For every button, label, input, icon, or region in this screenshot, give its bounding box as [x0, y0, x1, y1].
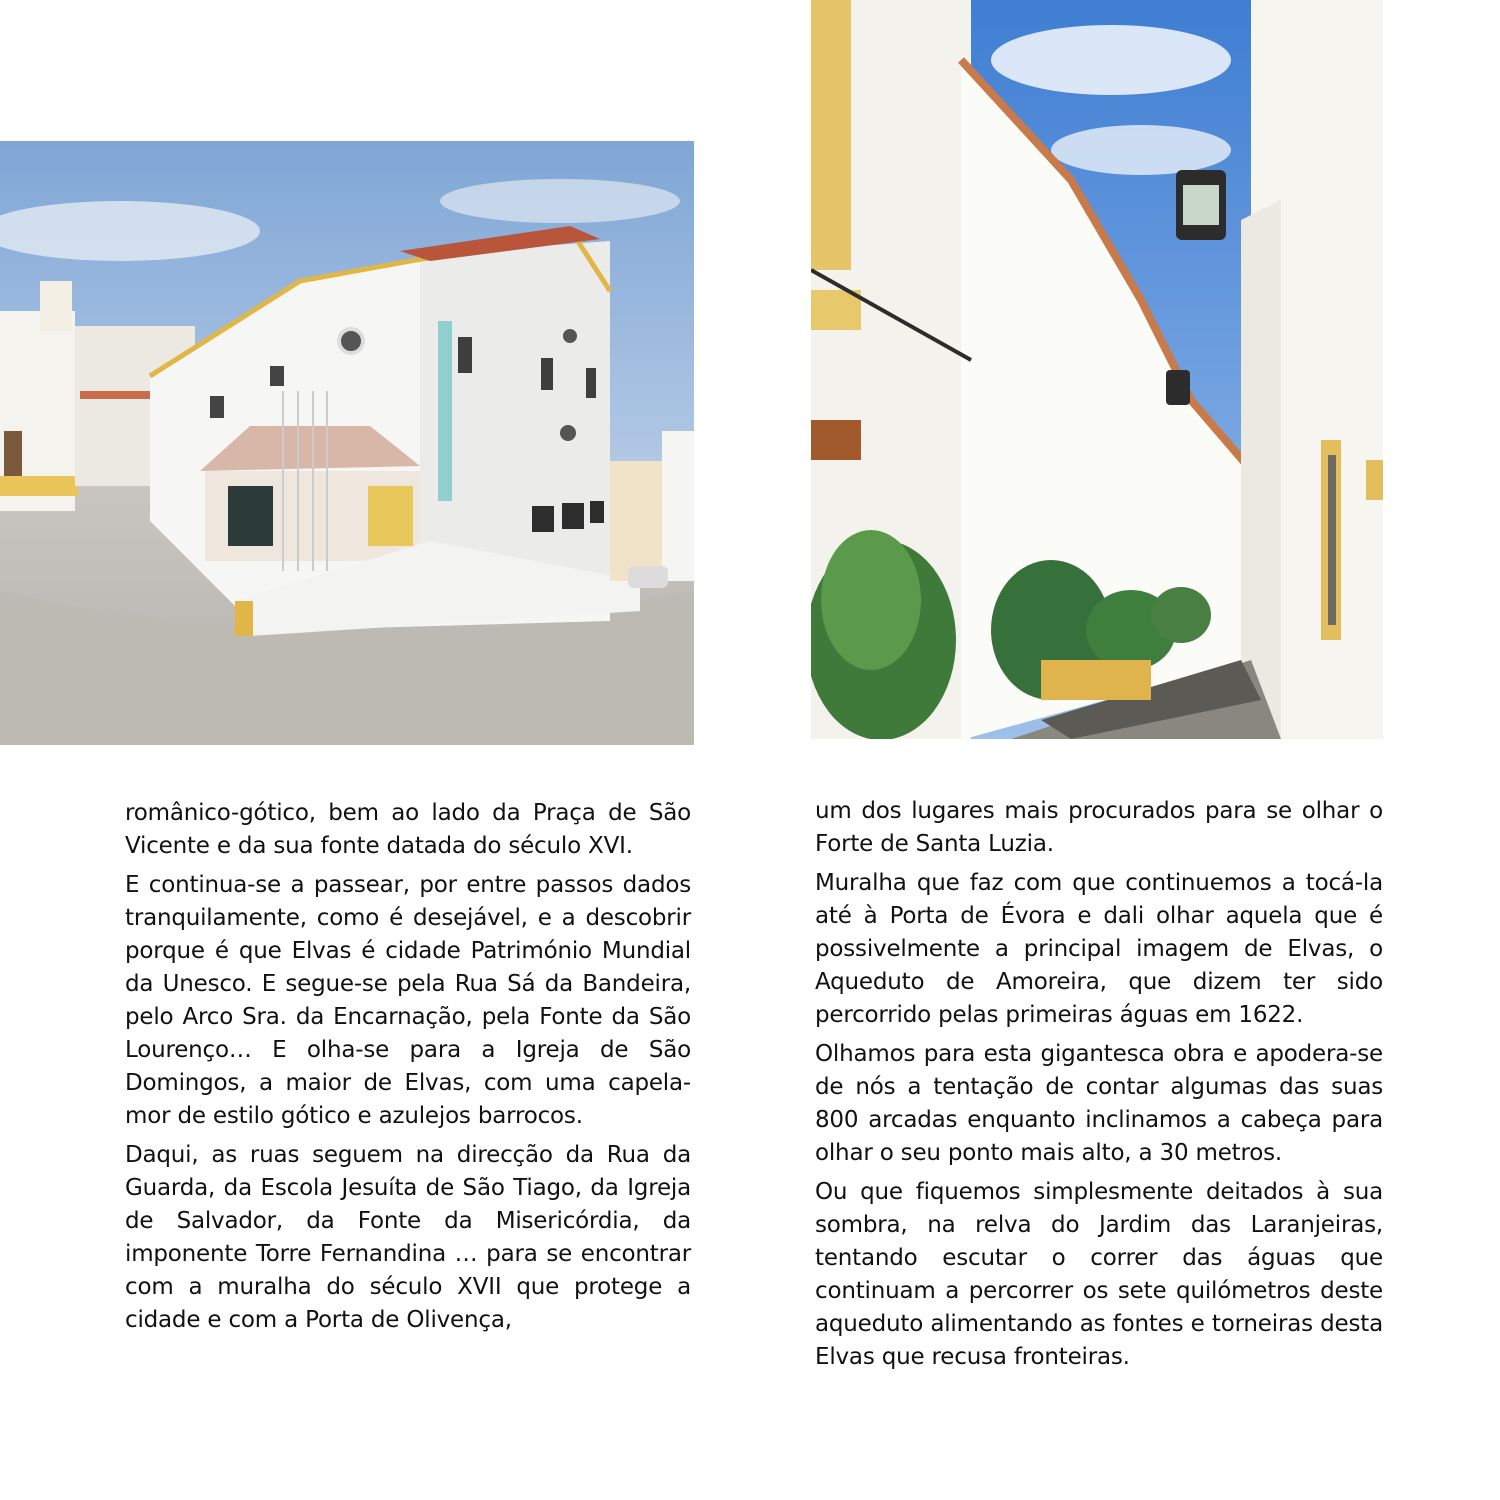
- paragraph: Ou que fiquemos simplesmente deitados à sua sombra, na relva do Jardim das Laranjeiras, tentando escutar o correr das águas que continuam a percorrer os sete quilómetros deste aqueduto alimentando as fontes e torneiras desta Elvas que recusa fronteiras.: [815, 1179, 1383, 1370]
- left-text-column: [125, 797, 691, 1343]
- right-text-column: [815, 795, 1383, 1380]
- elvas-street-illustration: [811, 0, 1383, 739]
- paragraph: Daqui, as ruas seguem na direcção da Rua da Guarda, da Escola Jesuíta de São Tiago, da Igreja de Salvador, da Fonte da Misericórdia, da imponente Torre Fernandina … para se encontrar com a muralha do século XVII que protege a cidade e com a Porta de Olivença,: [125, 1142, 691, 1333]
- paragraph: um dos lugares mais procurados para se olhar o Forte de Santa Luzia.: [815, 798, 1383, 857]
- paragraph: Olhamos para esta gigantesca obra e apodera-se de nós a tentação de contar algumas das suas 800 arcadas enquanto inclinamos a cabeça para olhar o seu ponto mais alto, a 30 metros.: [815, 1041, 1383, 1166]
- elvas-street-photo: [811, 0, 1383, 739]
- elvas-square-illustration: [0, 141, 694, 745]
- paragraph: E continua-se a passear, por entre passos dados tranquilamente, como é desejável, e a descobrir porque é que Elvas é cidade Património Mundial da Unesco. E segue-se pela Rua Sá da Bandeira, pelo Arco Sra. da Encarnação, pela Fonte da São Lourenço… E olha-se para a Igreja de São Domingos, a maior de Elvas, com uma capela-mor de estilo gótico e azulejos barrocos.: [125, 872, 691, 1129]
- paragraph: Muralha que faz com que continuemos a tocá-la até à Porta de Évora e dali olhar aquela que é possivelmente a principal imagem de Elvas, o Aqueduto de Amoreira, que dizem ter sido percorrido pelas primeiras águas em 1622.: [815, 870, 1383, 1028]
- paragraph: românico-gótico, bem ao lado da Praça de São Vicente e da sua fonte datada do século XVI.: [125, 800, 691, 859]
- elvas-square-photo: [0, 141, 694, 745]
